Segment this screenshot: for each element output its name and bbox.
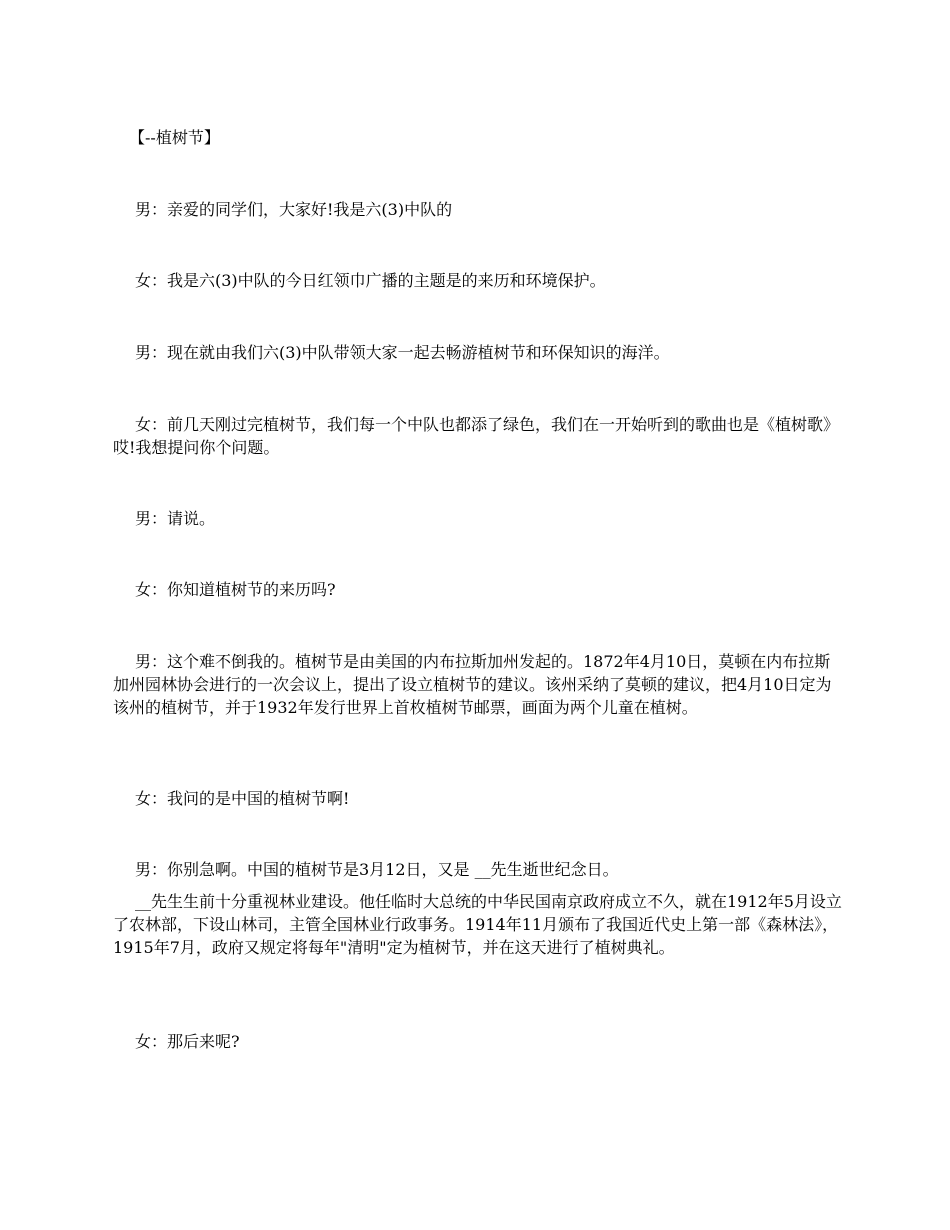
paragraph-8: 女：我问的是中国的植树节啊! [135,789,350,808]
paragraph-7: 男：这个难不倒我的。植树节是由美国的内布拉斯加州发起的。1872年4月10日，莫顿在内布拉斯加州园林协会进行的一次会议上，提出了设立植树节的建议。该州采纳了莫顿的建议，把4月10日定为该州的植树节，并于1932年发行世界上首枚植树节邮票，画面为两个儿童在植树。 [113,652,832,717]
paragraph-3: 男：现在就由我们六(3)中队带领大家一起去畅游植树节和环保知识的海洋。 [135,343,670,362]
paragraph-5: 男：请说。 [135,509,216,528]
paragraph-6: 女：你知道植树节的来历吗? [135,580,336,599]
paragraph-1: 男：亲爱的同学们，大家好!我是六(3)中队的 [135,200,453,219]
paragraph-4: 女：前几天刚过完植树节，我们每一个中队也都添了绿色，我们在一开始听到的歌曲也是《植树歌》哎!我想提问你个问题。 [113,415,840,457]
paragraph-9: 男：你别急啊。中国的植树节是3月12日，又是 __先生逝世纪念日。 [135,860,619,879]
paragraph-11: 女：那后来呢? [135,1032,240,1051]
paragraph-10: __先生生前十分重视林业建设。他任临时大总统的中华民国南京政府成立不久，就在1912年5月设立了农林部，下设山林司，主管全国林业行政事务。1914年11月颁布了我国近代史上第一部《森林法》，1915年7月，政府又规定将每年"清明"定为植树节，并在这天进行了植树典礼。 [113,892,842,957]
document-title: 【--植树节】 [129,128,220,147]
paragraph-2: 女：我是六(3)中队的今日红领巾广播的主题是的来历和环境保护。 [135,271,606,290]
